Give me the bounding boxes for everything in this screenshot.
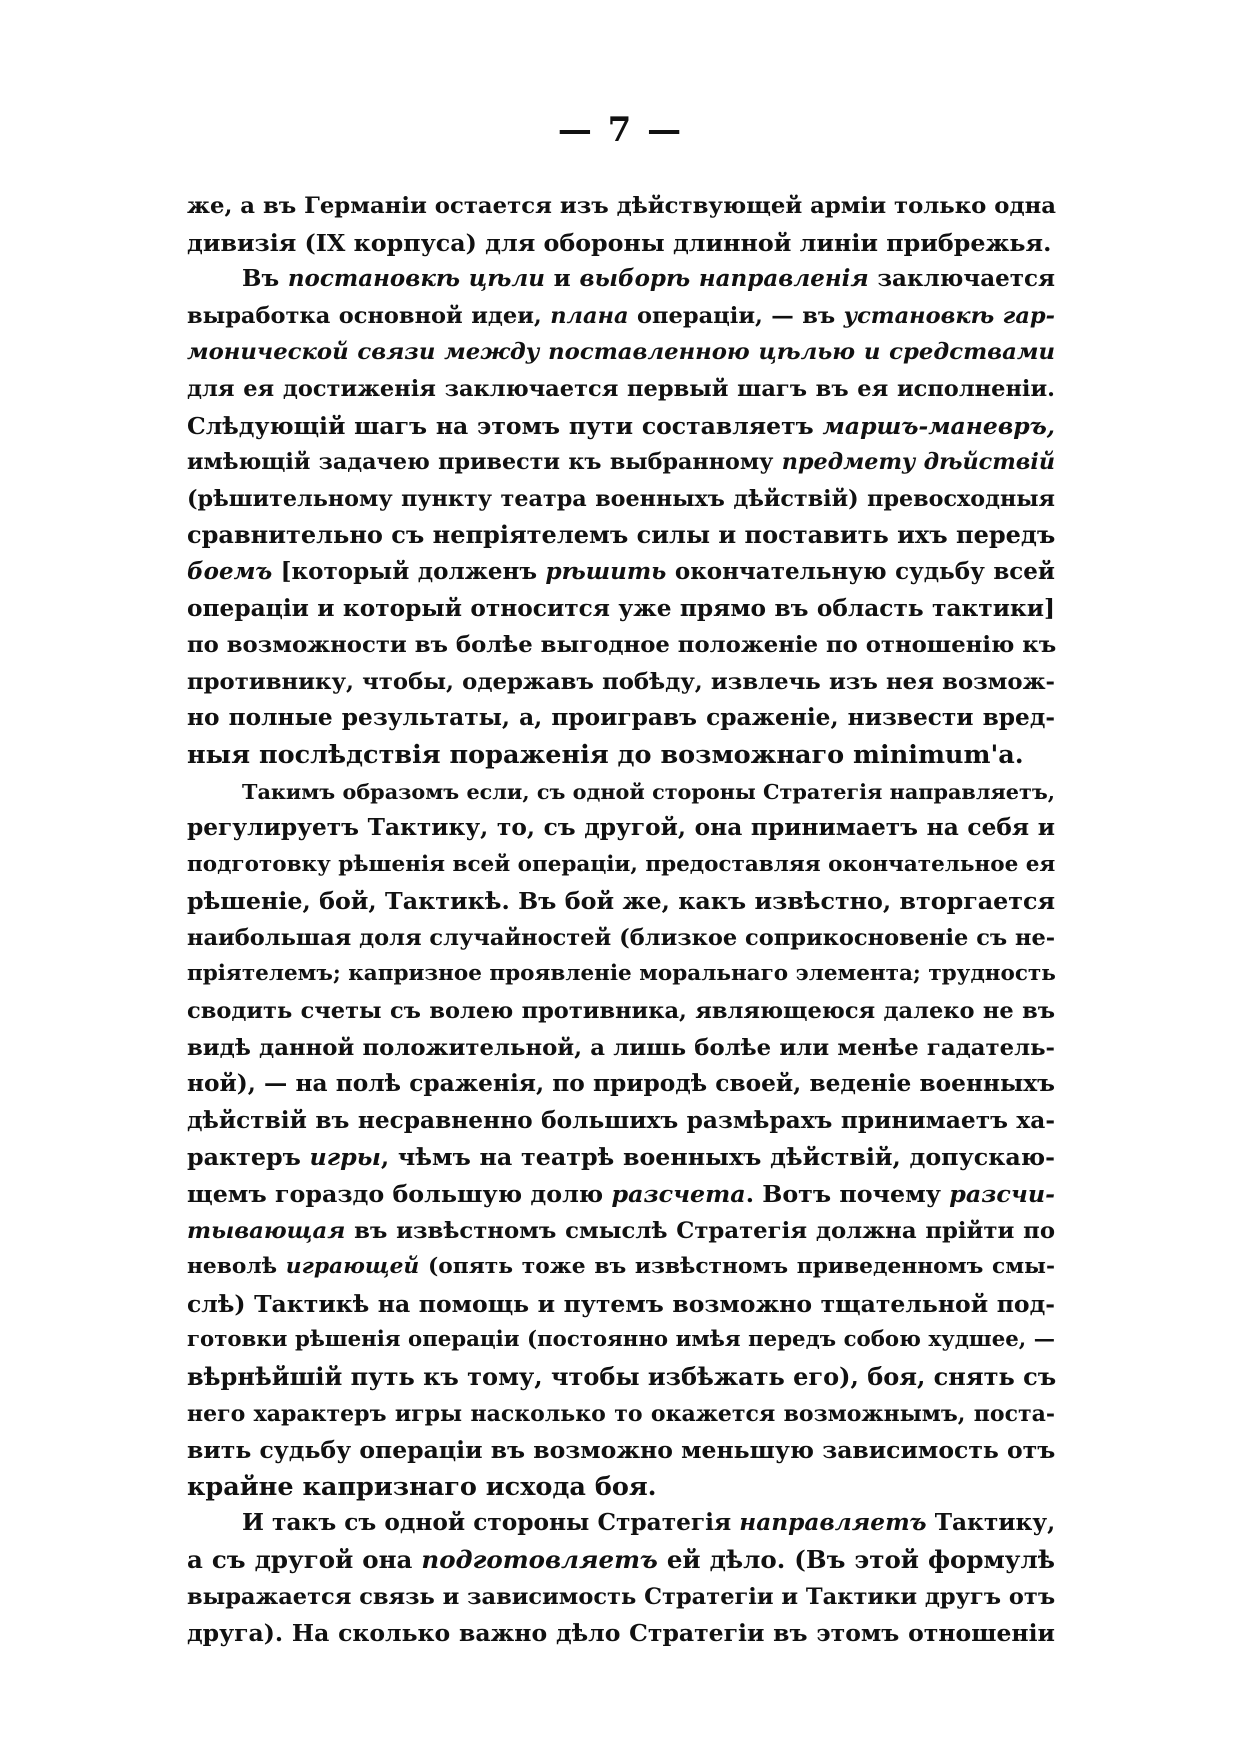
text-run: вить судьбу операціи въ возможно меньшую зависимость отъ <box>187 1436 1056 1465</box>
text-run: наибольшая доля случайностей (близкое соприкосновеніе съ не- <box>187 924 1056 951</box>
text-line <box>187 956 1055 993</box>
text-run: (рѣшительному пункту театра военныхъ дѣйствій) превосходныя <box>187 485 1055 512</box>
text-run: имѣющій задачею привести къ выбранному <box>187 449 782 476</box>
italic-text: предмету дѣйствій <box>781 449 1056 476</box>
text-line <box>187 261 1055 298</box>
text-run: операціи и который относится уже прямо въ область тактики] <box>187 594 1055 622</box>
text-run: подготовку рѣшенія всей операціи, предоставляя окончательное ея <box>187 851 1056 877</box>
text-line <box>187 481 1055 518</box>
text-line <box>187 225 1055 262</box>
text-run: но полные результаты, а, проигравъ сраженіе, низвести вред- <box>187 704 1055 732</box>
text-run: противнику, чтобы, одержавъ побѣду, извлечь изъ нея возмож- <box>187 668 1055 695</box>
text-line <box>187 774 1055 811</box>
text-line <box>187 408 1055 445</box>
text-run: ныя послѣдствія пораженія до возможнаго minimum'а. <box>187 739 1024 770</box>
text-line <box>187 517 1055 554</box>
text-line <box>187 1213 1055 1250</box>
paragraph <box>187 188 1055 261</box>
text-run: заключается <box>868 265 1055 293</box>
text-line <box>187 1103 1055 1140</box>
italic-text: выборѣ направленія <box>579 265 869 293</box>
text-line <box>187 1396 1055 1433</box>
text-line <box>187 1505 1055 1542</box>
paragraph <box>187 1505 1055 1651</box>
text-run: Слѣдующій шагъ на этомъ пути составляетъ <box>187 411 823 440</box>
text-line <box>187 334 1055 371</box>
italic-text: монической связи между поставленною цѣлью и средствами <box>187 339 1055 366</box>
text-line <box>187 627 1055 664</box>
text-run: по возможности въ болѣе выгодное положеніе по отношенію къ <box>187 632 1057 659</box>
text-run: слѣ) Тактикѣ на помощь и путемъ возможно тщательной под- <box>187 1289 1055 1318</box>
text-run: сравнительно съ непріятелемъ силы и поставить ихъ передъ <box>187 520 1056 550</box>
italic-text: играющей <box>285 1254 420 1280</box>
text-run: него характеръ игры насколько то окажется возможнымъ, поста- <box>187 1400 1055 1427</box>
text-run: . Вотъ почему <box>745 1180 950 1209</box>
text-run: И такъ съ одной стороны Стратегія <box>242 1509 740 1537</box>
text-run: неволѣ <box>187 1254 286 1280</box>
text-run: ей дѣло. (Въ этой формулѣ <box>657 1544 1055 1574</box>
italic-text: направляетъ <box>739 1509 927 1537</box>
text-run: въ извѣстномъ смыслѣ Стратегія должна прійти по <box>345 1217 1055 1244</box>
italic-text: тывающая <box>187 1217 346 1244</box>
text-line <box>187 737 1055 774</box>
text-run: операціи, — въ <box>628 302 844 329</box>
italic-text: установкѣ гар- <box>843 302 1055 329</box>
text-line <box>187 1432 1055 1469</box>
text-run: пріятелемъ; капризное проявленіе моральнаго элемента; трудность <box>187 961 1056 987</box>
text-run: окончательную судьбу всей <box>666 557 1055 585</box>
body-text <box>187 188 1055 1652</box>
italic-text: разсчета <box>611 1180 746 1209</box>
text-line <box>187 1469 1055 1506</box>
text-line <box>187 883 1055 920</box>
paragraph <box>187 261 1055 773</box>
italic-text: маршъ-маневръ, <box>822 411 1055 440</box>
italic-text: подготовляетъ <box>421 1544 658 1574</box>
text-run: для ея достиженія заключается первый шагъ въ ея исполненіи. <box>187 375 1055 402</box>
text-line <box>187 1249 1055 1286</box>
text-line <box>187 1030 1055 1067</box>
italic-text: боемъ <box>187 557 273 585</box>
text-line <box>187 371 1055 408</box>
text-run: [который долженъ <box>272 557 546 585</box>
text-run: , чѣмъ на театрѣ военныхъ дѣйствій, допускаю- <box>380 1143 1055 1172</box>
text-run: а съ другой она <box>187 1544 422 1574</box>
text-run: сводить счеты съ волею противника, являющеюся далеко не въ <box>187 998 1055 1025</box>
text-run: Тактику, <box>926 1509 1056 1537</box>
text-run: выражается связь и зависимость Стратегіи и Тактики другъ отъ <box>187 1583 1056 1610</box>
text-line <box>187 1542 1055 1579</box>
text-run: дѣйствій въ несравненно большихъ размѣрахъ принимаетъ ха- <box>187 1106 1055 1134</box>
text-line <box>187 700 1055 737</box>
text-line <box>187 1066 1055 1103</box>
italic-text: постановкѣ цѣли <box>287 265 545 293</box>
text-line <box>187 810 1055 847</box>
text-line <box>187 554 1055 591</box>
text-run: (опять тоже въ извѣстномъ приведенномъ смы- <box>419 1254 1056 1280</box>
text-line <box>187 664 1055 701</box>
text-line <box>187 1176 1055 1213</box>
italic-text: игры <box>309 1143 381 1172</box>
text-line <box>187 847 1055 884</box>
paragraph <box>187 774 1055 1506</box>
text-line <box>187 1322 1055 1359</box>
text-run: рѣшеніе, бой, Тактикѣ. Въ бой же, какъ извѣстно, вторгается <box>187 887 1055 916</box>
text-run: и <box>544 265 580 293</box>
text-run: дивизія (IX корпуса) для обороны длинной линіи прибрежья. <box>187 228 1052 257</box>
text-line <box>187 1615 1055 1652</box>
text-line <box>187 993 1055 1030</box>
text-line <box>187 1286 1055 1323</box>
text-run: крайне капризнаго исхода боя. <box>187 1471 657 1502</box>
text-line <box>187 1139 1055 1176</box>
text-run: щемъ гораздо большую долю <box>187 1180 612 1209</box>
italic-text: рѣшить <box>545 557 667 585</box>
italic-text: разсчи- <box>949 1180 1055 1209</box>
text-run: же, а въ Германіи остается изъ дѣйствующей арміи только одна <box>187 193 1056 219</box>
text-run: выработка основной идеи, <box>187 302 551 329</box>
text-run: Въ <box>242 265 288 293</box>
text-line <box>187 920 1055 957</box>
text-run: видѣ данной положительной, а лишь болѣе или менѣе гадатель- <box>187 1034 1055 1061</box>
text-run: друга). На сколько важно дѣло Стратегіи въ этомъ отношеніи <box>187 1619 1055 1648</box>
text-line <box>187 298 1055 335</box>
text-run: регулируетъ Тактику, то, съ другой, она принимаетъ на себя и <box>187 814 1055 842</box>
text-run: ной), — на полѣ сраженія, по природѣ своей, веденіе военныхъ <box>187 1070 1055 1098</box>
text-run: вѣрнѣйшій путь къ тому, чтобы избѣжать его), боя, снять съ <box>187 1362 1057 1391</box>
text-run: готовки рѣшенія операціи (постоянно имѣя передъ собою худшее, — <box>187 1327 1055 1353</box>
text-line <box>187 444 1055 481</box>
italic-text: плана <box>550 302 629 329</box>
text-run: Такимъ образомъ если, съ одной стороны Стратегія направляетъ, <box>242 779 1055 804</box>
text-line <box>187 1359 1055 1396</box>
text-line <box>187 1579 1055 1616</box>
text-run: рактеръ <box>187 1143 310 1172</box>
text-line <box>187 591 1055 628</box>
text-line <box>187 188 1055 225</box>
page-number: — 7 — <box>557 110 684 150</box>
